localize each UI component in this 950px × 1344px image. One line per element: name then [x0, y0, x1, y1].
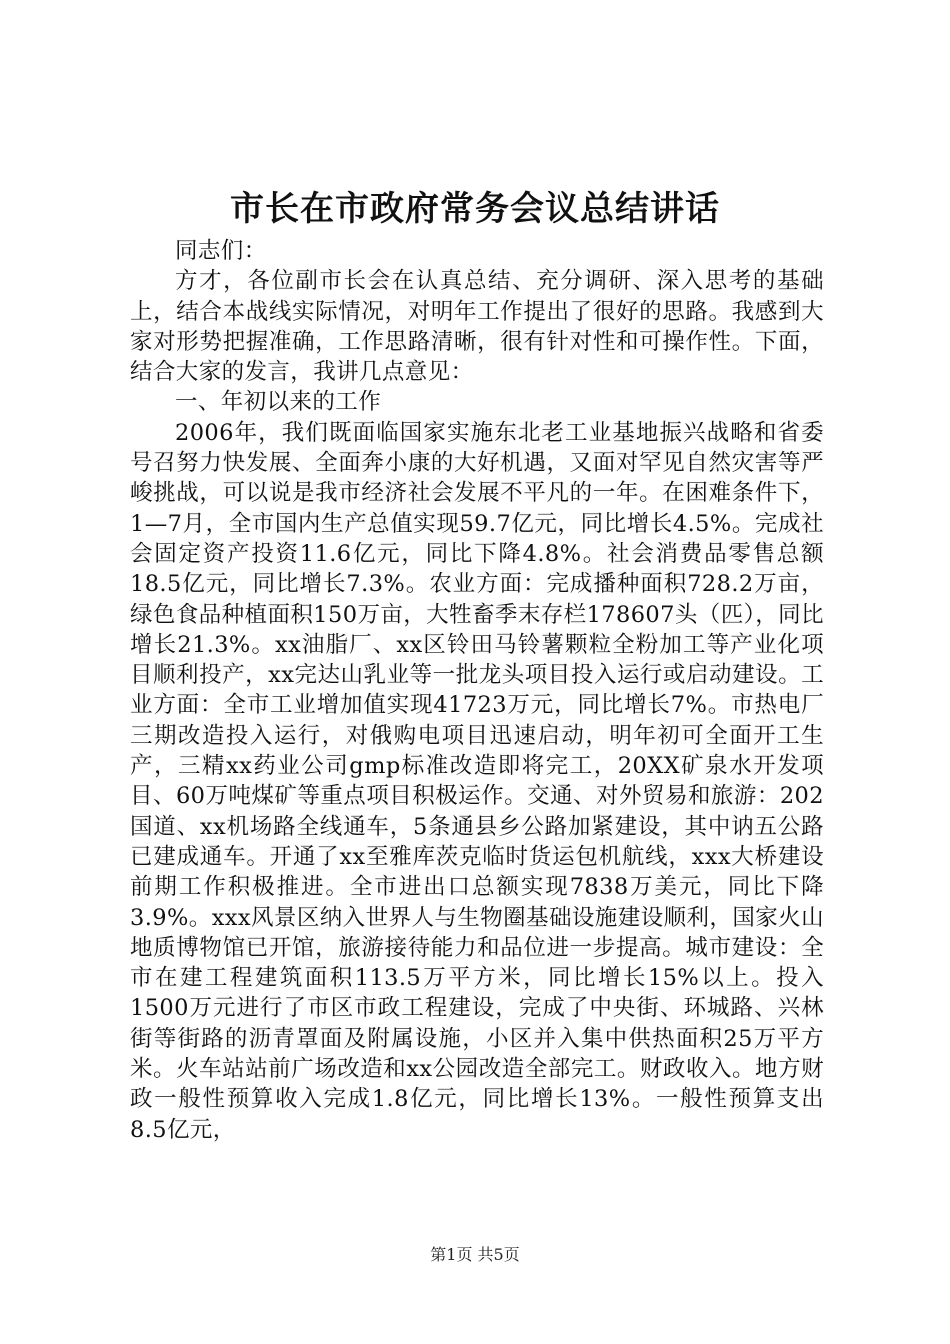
- page-footer: 第1页 共5页: [430, 1245, 520, 1264]
- salutation: 同志们：: [175, 238, 267, 264]
- section-heading: 一、年初以来的工作: [175, 389, 382, 416]
- paragraph-work-summary: 2006年，我们既面临国家实施东北老工业基地振兴战略和省委号召努力快发展、全面奔小康的大好机遇，又面对罕见自然灾害等严峻挑战，可以说是我市经济社会发展不平凡的一年。在困难条件下，1—7月，全市国内生产总值实现59.7亿元，同比增长4.5%。完成社会固定资产投资11.6亿元，同比下降4.8%。社会消费品零售总额18.5亿元，同比增长7.3%。农业方面：完成播种面积728.2万亩，绿色食品种植面积150万亩，大牲畜季末存栏178607头（匹），同比增长21.3%。xx油脂厂、xx区铃田马铃薯颗粒全粉加工等产业化项目顺利投产，xx完达山乳业等一批龙头项目投入运行或启动建设。工业方面：全市工业增加值实现41723万元，同比增长7%。市热电厂三期改造投入运行，对俄购电项目迅速启动，明年初可全面开工生产，三精xx药业公司gmp标准改造即将完工，20XX矿泉水开发项目、60万吨煤矿等重点项目积极运作。交通、对外贸易和旅游：202国道、xx机场路全线通车，5条通县乡公路加紧建设，其中讷五公路已建成通车。开通了xx至雅库茨克临时货运包机航线，xxx大桥建设前期工作积极推进。全市进出口总额实现7838万美元，同比下降3.9%。xxx风景区纳入世界人与生物圈基础设施建设顺利，国家火山地质博物馆已开馆，旅游接待能力和品位进一步提高。城市建设：全市在建工程建筑面积113.5万平方米，同比增长15%以上。投入1500万元进行了市区市政工程建设，完成了中央街、环城路、兴林街等街路的沥青罩面及附属设施，小区并入集中供热面积25万平方米。火车站站前广场改造和xx公园改造全部完工。财政收入。地方财政一般性预算收入完成1.8亿元，同比增长13%。一般性预算支出8.5亿元，: [130, 419, 824, 1143]
- document-body: [130, 236, 824, 1145]
- paragraph-intro: 方才，各位副市长会在认真总结、充分调研、深入思考的基础上，结合本战线实际情况，对明年工作提出了很好的思路。我感到大家对形势把握准确，工作思路清晰，很有针对性和可操作性。下面，结合大家的发言，我讲几点意见：: [130, 268, 824, 386]
- document-title: 市长在市政府常务会议总结讲话: [230, 189, 720, 229]
